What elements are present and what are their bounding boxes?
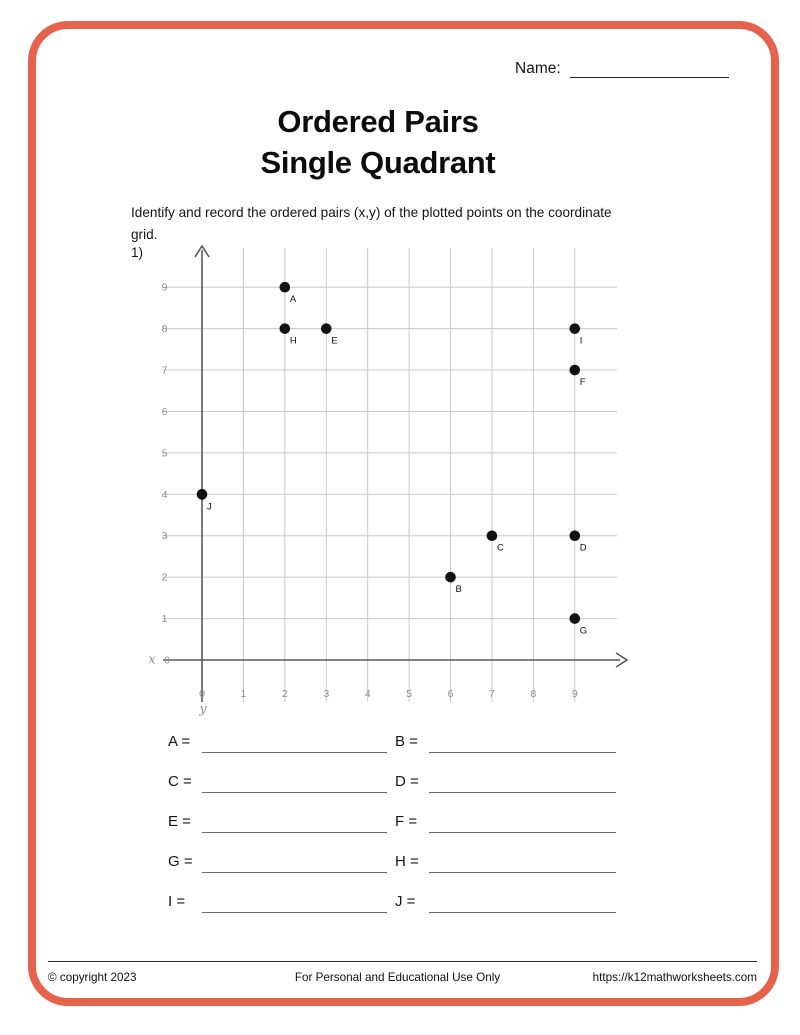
answer-label-c: C =: [168, 773, 192, 790]
x-tick-label: 8: [530, 688, 537, 700]
data-point-d: [569, 530, 580, 541]
answer-blank-line-g[interactable]: [202, 872, 387, 873]
y-tick-label: 7: [161, 364, 168, 377]
x-tick-label: 3: [323, 688, 330, 700]
point-label-g: G: [579, 625, 588, 637]
point-label-b: B: [455, 584, 462, 596]
data-point-c: [487, 530, 498, 541]
footer-divider: [48, 961, 757, 962]
answer-blank-line-j[interactable]: [429, 912, 616, 913]
x-tick-label: 9: [571, 688, 578, 700]
answer-label-i: I =: [168, 893, 186, 910]
answer-label-a: A =: [168, 733, 191, 750]
x-tick-label: 0: [199, 688, 205, 700]
point-label-c: C: [496, 542, 504, 554]
data-point-j: [197, 489, 208, 500]
footer-url[interactable]: https://k12mathworksheets.com: [592, 971, 757, 984]
y-axis-label: y: [199, 702, 207, 717]
point-label-j: J: [207, 501, 212, 513]
y-tick-label: 2: [161, 571, 168, 584]
x-axis-label: x: [148, 652, 156, 668]
point-label-f: F: [579, 377, 586, 389]
answer-label-e: E =: [168, 813, 191, 830]
y-tick-label: 3: [161, 530, 168, 543]
x-tick-label: 5: [406, 688, 413, 700]
answer-label-d: D =: [395, 773, 419, 790]
x-tick-label: 4: [364, 688, 371, 700]
data-point-h: [280, 323, 291, 334]
title-line1: Ordered Pairs: [277, 104, 479, 139]
answers-section: [168, 726, 618, 926]
answer-label-h: H =: [395, 853, 419, 870]
name-label: Name:: [515, 60, 561, 77]
answer-blank-line-f[interactable]: [429, 832, 616, 833]
answer-blank-line-a[interactable]: [202, 752, 387, 753]
answer-blank-line-e[interactable]: [202, 832, 387, 833]
data-point-f: [569, 365, 580, 376]
data-point-a: [280, 282, 291, 293]
y-tick-label: 9: [161, 281, 168, 294]
y-tick-label: 1: [161, 613, 168, 626]
answer-label-j: J =: [395, 893, 416, 910]
y-tick-label: 4: [161, 488, 168, 501]
x-tick-label: 1: [240, 688, 247, 700]
point-label-e: E: [331, 335, 338, 347]
answer-row: [168, 766, 618, 806]
y-tick-label: 5: [161, 447, 168, 460]
data-point-g: [569, 613, 580, 624]
problem-number: 1): [131, 245, 144, 260]
answer-blank-line-b[interactable]: [429, 752, 616, 753]
y-tick-label: 6: [161, 405, 168, 418]
title-line2: Single Quadrant: [260, 145, 496, 180]
y-tick-label: 0: [164, 654, 170, 667]
answer-blank-line-i[interactable]: [202, 912, 387, 913]
answer-label-b: B =: [395, 733, 418, 750]
answer-blank-line-c[interactable]: [202, 792, 387, 793]
point-label-a: A: [289, 294, 297, 306]
answer-blank-line-h[interactable]: [429, 872, 616, 873]
answer-label-f: F =: [395, 813, 418, 830]
point-label-i: I: [579, 335, 583, 347]
x-tick-label: 2: [281, 688, 288, 700]
answer-label-g: G =: [168, 853, 193, 870]
answer-row: [168, 846, 618, 886]
footer-usage: For Personal and Educational Use Only: [294, 971, 501, 984]
answer-row: [168, 886, 618, 926]
answer-blank-line-d[interactable]: [429, 792, 616, 793]
data-point-e: [321, 323, 332, 334]
footer: [48, 971, 757, 984]
answer-row: [168, 806, 618, 846]
instructions-text: Identify and record the ordered pairs (x,y) of the plotted points on the coordinate grid.: [131, 205, 612, 242]
footer-copyright: © copyright 2023: [48, 971, 137, 984]
point-label-d: D: [579, 542, 587, 554]
data-point-b: [445, 572, 456, 583]
x-tick-label: 6: [447, 688, 454, 700]
x-tick-label: 7: [489, 688, 495, 700]
answer-row: [168, 726, 618, 766]
data-point-i: [569, 323, 580, 334]
y-tick-label: 8: [161, 323, 168, 336]
point-label-h: H: [289, 335, 297, 347]
